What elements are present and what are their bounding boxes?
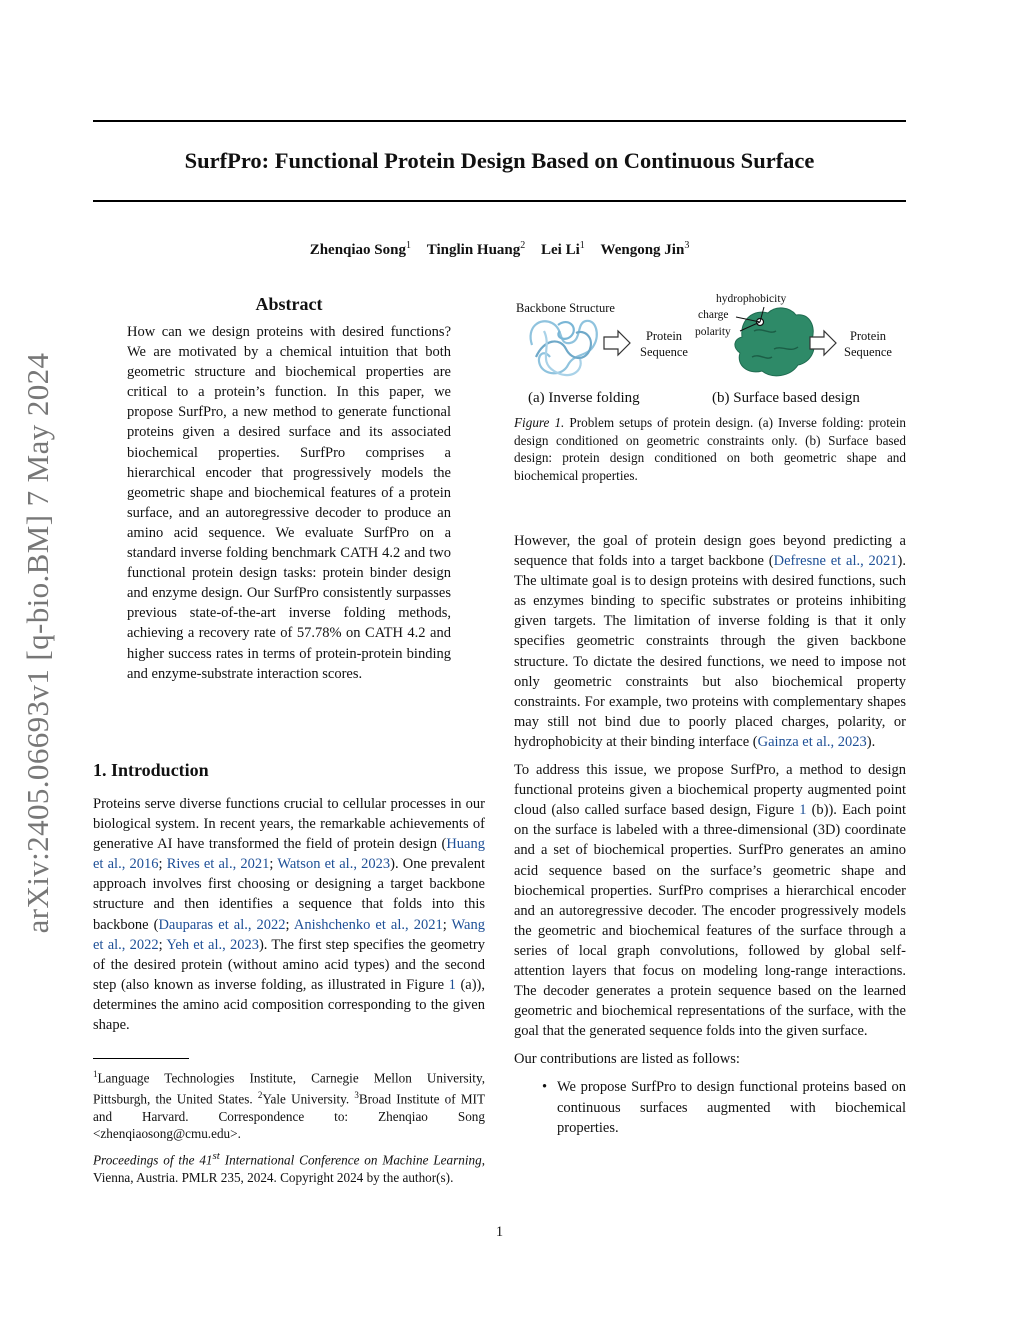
protein-sequence-label-b: Protein Sequence <box>844 329 892 359</box>
author: Lei Li$^1$ <box>541 240 585 258</box>
arrow-icon <box>604 331 630 355</box>
arxiv-sidebar <box>16 326 60 960</box>
page-number: 1 <box>495 1224 504 1240</box>
polarity-label: polarity <box>695 326 731 338</box>
bullet-icon: • <box>542 1079 548 1096</box>
citation-link[interactable]: Yeh et al., 2023 <box>166 936 259 953</box>
protein-surface-illustration <box>735 308 814 376</box>
footnote-rule <box>93 1058 189 1059</box>
author: Wengong Jin$^3$ <box>600 240 690 258</box>
affiliation-footnote: $^1$Language Technologies Institute, Carnegie Mellon University, Pittsburgh, the United States. $^2$Yale University. $^3$Broad Institute of MIT and Harvard. Correspondence to: Zhenqiao Song <zhenqiaosong@cmu.edu>. <box>93 1069 486 1142</box>
citation-link[interactable]: Anishchenko et al., 2021 <box>293 916 443 933</box>
arrow-icon <box>810 331 836 355</box>
top-rule <box>93 120 906 122</box>
figure-ref-link[interactable]: 1 <box>799 802 807 819</box>
author-list <box>93 236 906 260</box>
backbone-structure-illustration <box>531 321 597 375</box>
charge-label: charge <box>698 309 729 321</box>
right-column-text <box>514 531 906 1138</box>
citation-link[interactable]: Watson et al., 2023 <box>277 856 391 873</box>
citation-link[interactable]: Huang et al., 2016 <box>93 836 485 873</box>
arxiv-id: arXiv:2405.06693v1 [q-bio.BM] 7 May 2024 <box>20 352 55 934</box>
figure-ref-link[interactable]: 1 <box>448 976 456 993</box>
author: Tinglin Huang$^2$ <box>426 240 526 258</box>
list-item: • We propose SurfPro to design functional proteins based on continuous surfaces augmented with biochemical properties. <box>542 1079 906 1136</box>
citation-link[interactable]: Gainza et al., 2023 <box>757 733 867 750</box>
paragraph: To address this issue, we propose SurfPro, a method to design functional proteins given a biochemical property augmented point cloud (also called surface based design, Figure 1 (b)). Each point on the surface is labeled with a three-dimensional (3D) coordinate and a set of biochemical properties. SurfPro generates an amino acid sequence based on the surface’s geometric shape and biochemical properties. SurfPro comprises a hierarchical encoder and an autoregressive decoder. The encoder progressively models the geometric and biochemical features of the surface through a series of local graph convolutions, followed by global self-attention layers that focus on modeling long-range interactions. The decoder generates a protein sequence based on the learned geometric and biochemical representations of the surface, with the goal that the generated sequence folds into the given surface. <box>514 762 906 1040</box>
abstract-text: How can we design proteins with desired functions? We are motivated by a chemical intuition that both geometric structure and biochemical properties are critical to a protein’s function. In this paper, we propose SurfPro, a new method to generate functional proteins given a desired surface and its associated biochemical properties. SurfPro comprises a hierarchical encoder that progressively models the geometric shape and biochemical features of a protein surface, and an autoregressive decoder to produce an amino acid sequence. We evaluate SurfPro on a standard inverse folding benchmark CATH 4.2 and two functional protein design tasks: protein binder design and enzyme design. Our SurfPro consistently surpasses previous state-of-the-art inverse folding methods, achieving a recovery rate of 57.78% on CATH 4.2 and higher success rates in terms of protein-protein binding and enzyme-substrate interaction scores. <box>127 324 451 682</box>
figure-1-caption: Figure 1. Problem setups of protein design. (a) Inverse folding: protein design conditioned on geometric constraints only. (b) Surface based design: protein design conditioned on both geometric shape and biochemical properties. <box>514 415 907 483</box>
citation-link[interactable]: Defresne et al., 2021 <box>773 553 898 570</box>
abstract-heading: Abstract <box>255 294 323 314</box>
paragraph: However, the goal of protein design goes beyond predicting a sequence that folds into a target backbone (Defresne et al., 2021). The ultimate goal is to design proteins with desired functions, such as enzymes binding to specific substrates or proteins inhibiting given targets. The limitation of inverse folding is that it only specifies geometric constraints through the given backbone structure. To dictate the desired functions, we need to impose not only geometric constraints but also biochemical property constraints. For example, two proteins with complementary shapes may still not bind due to poorly placed charges, polarity, or hydrophobicity at their binding interface (Gainza et al., 2023). <box>514 533 906 750</box>
subcaption-a: (a) Inverse folding <box>528 390 640 406</box>
subcaption-b: (b) Surface based design <box>712 390 860 406</box>
introduction-paragraph: Proteins serve diverse functions crucial to cellular processes in our biological system. In recent years, the remarkable achievements of generative AI have transformed the field of protein design (Huang et al., 2016; Rives et al., 2021; Watson et al., 2023). One prevalent approach involves first choosing or designing a target backbone structure and then identifies a sequence that folds into this backbone (Dauparas et al., 2022; Anishchenko et al., 2021; Wang et al., 2022; Yeh et al., 2023). The first step specifies the geometry of the desired protein (without amino acid types) and the second step (also known as inverse folding, as illustrated in Figure 1 (a)), determines the amino acid composition corresponding to the given shape. <box>93 796 485 1034</box>
paper-title: SurfPro: Functional Protein Design Based on Continuous Surface <box>184 148 815 173</box>
introduction-heading: 1. Introduction <box>93 760 209 780</box>
hydrophobicity-label: hydrophobicity <box>716 293 787 305</box>
citation-link[interactable]: Rives et al., 2021 <box>166 856 270 873</box>
protein-sequence-label-a: Protein Sequence <box>640 329 688 359</box>
title-bottom-rule <box>93 200 906 202</box>
proceedings-note: Proceedings of the 41st International Conference on Machine Learning, Vienna, Austria. PMLR 235, 2024. Copyright 2024 by the author(s). <box>93 1150 485 1185</box>
contributions-list <box>514 1077 906 1137</box>
citation-link[interactable]: Dauparas et al., 2022 <box>158 916 286 933</box>
author: Zhenqiao Song$^1$ <box>309 240 411 258</box>
backbone-structure-label: Backbone Structure <box>516 301 615 315</box>
citation-link[interactable]: Wang et al., 2022 <box>93 916 485 953</box>
paragraph: Our contributions are listed as follows: <box>514 1051 740 1068</box>
